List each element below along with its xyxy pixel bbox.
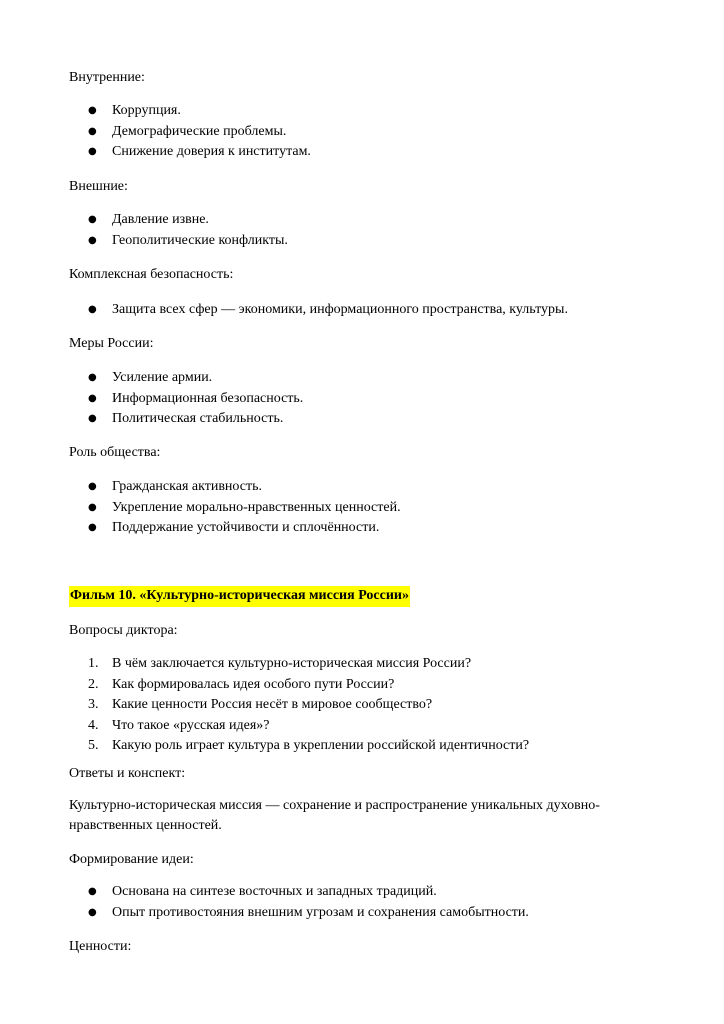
list-item: ● Поддержание устойчивости и сплочённости. <box>88 518 648 539</box>
bullet-icon: ● <box>88 392 97 404</box>
bullet-icon: ● <box>88 105 97 116</box>
list-item: ● Политическая стабильность. <box>88 409 648 430</box>
bullet-icon: ● <box>88 501 97 513</box>
section-title-russia-measures: Меры России: <box>69 336 154 351</box>
idea-list <box>88 882 648 923</box>
questions-title: Вопросы диктора: <box>69 623 178 638</box>
bullet-icon: ● <box>88 125 97 137</box>
section-title-society-role: Роль общества: <box>69 445 161 460</box>
list-item: ● Геополитические конфликты. <box>88 231 648 252</box>
list-society-role <box>88 477 648 539</box>
list-russia-measures <box>88 368 648 430</box>
list-item: ● Информационная безопасность. <box>88 389 648 410</box>
list-item: ● Усиление армии. <box>88 368 648 389</box>
answers-title: Ответы и конспект: <box>69 766 186 781</box>
section-title-complex-security: Комплексная безопасность: <box>69 267 234 282</box>
idea-title: Формирование идеи: <box>69 852 194 867</box>
bullet-icon: ● <box>88 214 97 225</box>
list-item: ● Укрепление морально-нравственных ценностей. <box>88 498 648 519</box>
mission-paragraph-line2: нравственных ценностей. <box>69 818 222 833</box>
list-item: ● Снижение доверия к институтам. <box>88 142 648 163</box>
mission-paragraph-line1: Культурно-историческая миссия — сохранение и распространение уникальных духовно- <box>69 798 600 813</box>
list-item: 5. Какую роль играет культура в укреплении российской идентичности? <box>88 738 530 753</box>
section-title-internal: Внутренние: <box>69 70 145 85</box>
list-item: ● Коррупция. <box>88 101 648 122</box>
bullet-icon: ● <box>88 886 97 897</box>
bullet-icon: ● <box>88 304 97 315</box>
bullet-icon: ● <box>88 372 97 383</box>
list-item: ● Опыт противостояния внешним угрозам и сохранения самобытности. <box>88 903 648 924</box>
bullet-icon: ● <box>88 906 97 918</box>
questions-list <box>88 654 648 757</box>
values-title: Ценности: <box>69 939 132 954</box>
list-external <box>88 210 648 251</box>
bullet-icon: ● <box>88 522 97 533</box>
film-heading: Фильм 10. «Культурно-историческая миссия России» <box>69 586 410 607</box>
list-item: ● Давление извне. <box>88 210 648 231</box>
list-item: ● Основана на синтезе восточных и западных традиций. <box>88 882 648 903</box>
list-item: 4. Что такое «русская идея»? <box>88 717 270 733</box>
list-item: ● Демографические проблемы. <box>88 122 648 143</box>
bullet-icon: ● <box>88 146 97 157</box>
list-item: ● Гражданская активность. <box>88 477 648 498</box>
section-title-external: Внешние: <box>69 179 128 194</box>
list-item: ● Защита всех сфер — экономики, информационного пространства, культуры. <box>88 300 648 321</box>
bullet-icon: ● <box>88 481 97 492</box>
bullet-icon: ● <box>88 234 97 246</box>
list-complex-security <box>88 300 648 321</box>
list-internal <box>88 101 648 163</box>
bullet-icon: ● <box>88 413 97 424</box>
list-item: 2. Как формировалась идея особого пути России? <box>88 676 395 692</box>
list-item: 1. В чём заключается культурно-историческая миссия России? <box>88 656 472 671</box>
list-item: 3. Какие ценности Россия несёт в мировое сообщество? <box>88 697 433 712</box>
